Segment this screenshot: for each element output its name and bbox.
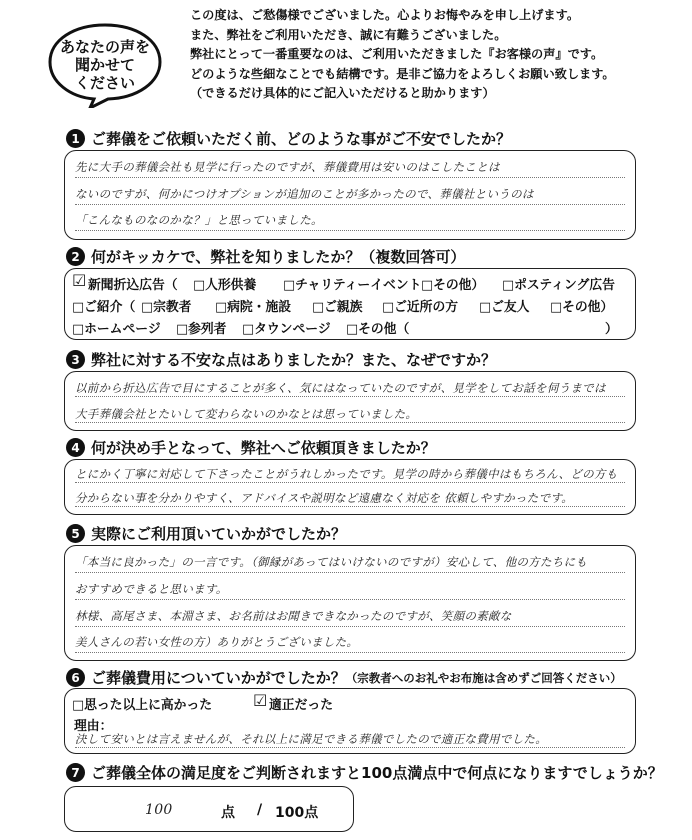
- bubble-line-2: 聞かせて: [74, 56, 135, 74]
- option-expensive[interactable]: □思った以上に高かった: [72, 698, 213, 713]
- option-attendee[interactable]: □参列者: [176, 322, 227, 337]
- checked-checkbox-icon[interactable]: ☑: [72, 271, 87, 290]
- option-townpage[interactable]: □タウンページ: [242, 322, 331, 337]
- intro-line: 弊社にとって一番重要なのは、ご利用いただきました『お客様の声』です。: [190, 47, 604, 61]
- option-friends[interactable]: □ご友人: [479, 300, 530, 315]
- q4-answer-line: とにかく丁寧に対応して下さったことがうれしかったです。見学の時から葬儀中はもちろん、どの方も: [75, 467, 618, 481]
- intro-line: また、弊社をご利用いただき、誠に有難うございました。: [190, 27, 507, 42]
- q5-answer-line: 美人さんの若い女性の方）ありがとうございました。: [75, 635, 359, 649]
- intro-line: （できるだけ具体的にご記入いただけると助かります）: [190, 86, 495, 100]
- q6-answer-box: [64, 688, 636, 754]
- option-charity-event[interactable]: □チャリティーイベント: [283, 278, 422, 293]
- q1-answer-line: ないのですが、何かにつけオプションが追加のことが多かったので、葬儀社というのは: [75, 187, 534, 201]
- option-newspaper: 新聞折込広告（: [88, 278, 178, 293]
- q1-title: ご葬儀をご依頼いただく前、どのような事がご不安でしたか？: [91, 130, 512, 148]
- option-other-3[interactable]: □その他（: [346, 322, 410, 337]
- option-appropriate[interactable]: 適正だった: [269, 698, 333, 713]
- q6-heading: [66, 667, 622, 688]
- option-posting-ad[interactable]: □ポスティング広告: [502, 278, 615, 293]
- option-hospital[interactable]: □病院・施設: [215, 300, 292, 315]
- q7-score-box: [64, 786, 354, 832]
- q3-answer-line: 以前から折込広告で目にすることが多く、気にはなっていたのですが、見学をしてお話を伺うまでは: [75, 381, 606, 395]
- q7-score-unit: 点: [221, 805, 235, 821]
- intro-line: どのような些細なことでも結構です。是非ご協力をよろしくお願い致します。: [190, 66, 615, 81]
- q2-title: 何がキッカケで、弊社を知りましたか？（複数回答可）: [91, 248, 466, 266]
- option-other-2[interactable]: □その他）: [550, 300, 614, 315]
- q4-number: 4: [66, 438, 85, 457]
- q7-heading: [66, 762, 663, 783]
- q5-title: 実際にご利用頂いていかがでしたか？: [91, 525, 347, 543]
- bubble-line-3: ください: [74, 74, 135, 92]
- q5-heading: [66, 523, 346, 544]
- checked-checkbox-icon[interactable]: ☑: [253, 691, 268, 710]
- q1-answer-line: 先に大手の葬儀会社も見学に行ったのですが、葬儀費用は安いのはこしたことは: [75, 160, 500, 174]
- option-relatives[interactable]: □ご親族: [312, 300, 363, 315]
- q3-title: 弊社に対する不安な点はありましたか？また、なぜですか？: [91, 351, 497, 369]
- q5-answer-box: [64, 545, 636, 661]
- q2-options-box: [64, 268, 636, 340]
- q5-answer-line: おすすめできると思います。: [75, 582, 228, 596]
- q3-answer-box: [64, 371, 636, 431]
- option-other-1[interactable]: □その他）: [421, 278, 485, 293]
- q1-number: 1: [66, 129, 85, 148]
- q7-slash: /: [257, 802, 263, 818]
- q4-answer-line: 分からない事を分かりやすく、アドバイスや説明など遠慮なく対応を 依頼しやすかったです。: [75, 491, 574, 505]
- q6-number: 6: [66, 668, 85, 687]
- q4-heading: [66, 437, 436, 458]
- intro-line: この度は、ご愁傷様でございました。心よりお悔やみを申し上げます。: [190, 8, 580, 22]
- q6-note: （宗教者へのお礼やお布施は含めずご回答ください）: [345, 670, 622, 685]
- q2-number: 2: [66, 247, 85, 266]
- q7-title: ご葬儀全体の満足度をご判断されますと100点満点中で何点になりますでしょうか？: [91, 764, 663, 782]
- option-referral[interactable]: □ご紹介（: [72, 300, 136, 315]
- q5-answer-line: 「本当に良かった」の一言です。（御縁があってはいけないのですが）安心して、他の方たちにも: [75, 555, 588, 569]
- q1-answer-box: [64, 150, 636, 240]
- q2-heading: [66, 246, 465, 267]
- option-homepage[interactable]: □ホームページ: [72, 322, 161, 337]
- q5-answer-line: 林様、高尾さま、本淵さま、お名前はお聞きできなかったのですが、笑顔の素敵な: [75, 609, 512, 623]
- option-neighbors[interactable]: □ご近所の方: [382, 300, 459, 315]
- q4-title: 何が決め手となって、弊社へご依頼頂きましたか？: [91, 439, 436, 457]
- q5-number: 5: [66, 524, 85, 543]
- q3-heading: [66, 349, 496, 370]
- q1-heading: [66, 128, 511, 149]
- option-other-3-close: ）: [605, 322, 618, 337]
- q4-answer-box: [64, 459, 636, 515]
- q1-answer-line: 「こんなものなのかな？」と思っていました。: [75, 213, 323, 227]
- option-religious[interactable]: □宗教者: [141, 300, 192, 315]
- q3-answer-line: 大手葬儀会社とたいして変わらないのかなとは思っていました。: [75, 407, 418, 421]
- reason-label: 理由：: [74, 719, 113, 734]
- intro-text: [190, 6, 685, 104]
- q7-score-value: 100: [145, 802, 173, 818]
- bubble-line-1: あなたの声を: [59, 38, 150, 56]
- q7-number: 7: [66, 763, 85, 782]
- q3-number: 3: [66, 350, 85, 369]
- q6-title: ご葬儀費用についていかがでしたか？: [91, 669, 346, 687]
- q6-reason-text: 決して安いとは言えませんが、それ以上に満足できる葬儀でしたので適正な費用でした。: [75, 732, 547, 746]
- q7-max-score: 100点: [275, 805, 319, 821]
- voice-bubble: [46, 22, 164, 108]
- option-doll-memorial[interactable]: □人形供養: [193, 278, 257, 293]
